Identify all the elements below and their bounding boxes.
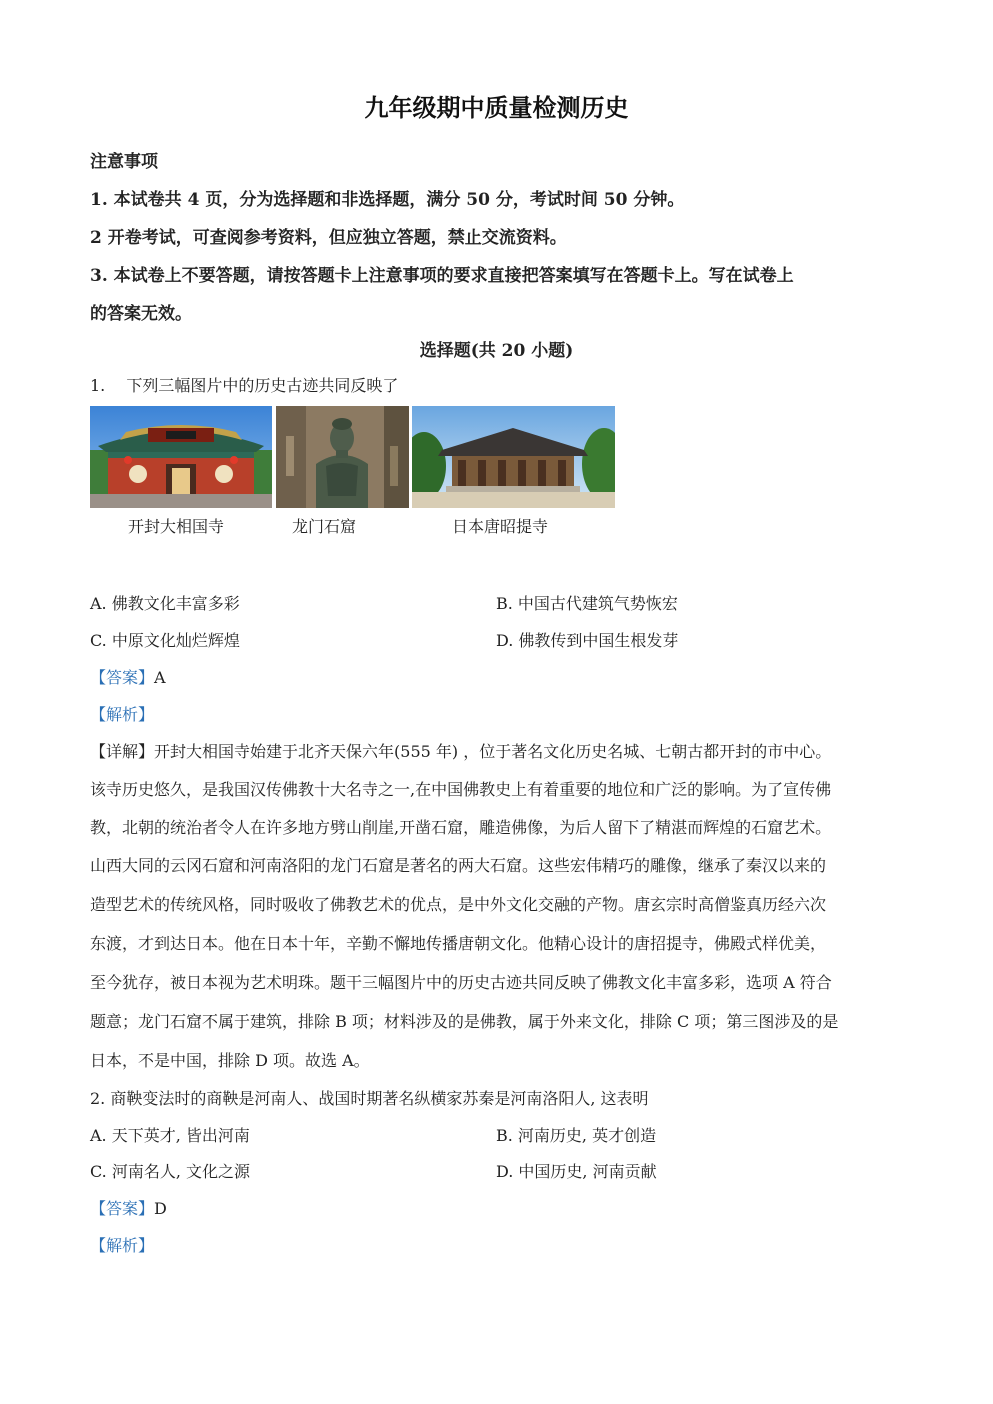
question-2-stem: 2. 商鞅变法时的商鞅是河南人、战国时期著名纵横家苏秦是河南洛阳人, 这表明 [90,1089,649,1108]
answer-label: 【答案】 [90,1199,155,1218]
q2-answer [90,1196,167,1219]
q1-option-b: B. 中国古代建筑气势恢宏 [496,594,678,613]
caption-longmen: 龙门石窟 [292,517,357,536]
notice-item-3: 3. 本试卷上不要答题，请按答题卡上注意事项的要求直接把答案填写在答题卡上。写在试卷上 [90,266,794,286]
q1-detail-line-8: 题意；龙门石窟不属于建筑，排除 B 项；材料涉及的是佛教，属于外来文化，排除 C 项；第三图涉及的是 [90,1012,839,1031]
answer-label: 【答案】 [90,668,155,687]
q1-detail-line-7: 至今犹存，被日本视为艺术明珠。题干三幅图片中的历史古迹共同反映了佛教文化丰富多彩，选项 A 符合 [90,973,832,992]
detail-text: 开封大相国寺始建于北齐天保六年(555 年) ，位于著名文化历史名城、七朝古都开封的市中心。 [154,742,832,761]
caption-daxiangguo: 开封大相国寺 [128,517,225,536]
q2-analysis [90,1233,154,1256]
page-title: 九年级期中质量检测历史 [364,93,629,122]
q1-answer [90,665,166,688]
answer-value: A [154,668,166,687]
q1-analysis [90,702,154,725]
analysis-label: 【解析】 [90,1236,155,1255]
q2-option-b: B. 河南历史, 英才创造 [496,1126,657,1145]
q2-option-c: C. 河南名人, 文化之源 [90,1162,251,1181]
notice-item-1: 1. 本试卷共 4 页，分为选择题和非选择题，满分 50 分，考试时间 50 分钟。 [90,190,685,210]
detail-label: 【详解】 [90,742,155,761]
photo-daxiangguo-temple [90,406,272,508]
photo-toshodai-ji [412,406,615,508]
notice-heading: 注意事项 [90,152,158,172]
photo-longmen-grottoes [276,406,409,508]
q2-option-d: D. 中国历史, 河南贡献 [496,1162,657,1181]
q1-detail-line-6: 东渡，才到达日本。他在日本十年，辛勤不懈地传播唐朝文化。他精心设计的唐招提寺，佛殿式样优美， [90,934,827,953]
q1-detail-line-2: 该寺历史悠久，是我国汉传佛教十大名寺之一,在中国佛教史上有着重要的地位和广泛的影响。为了宣传佛 [90,780,832,799]
notice-item-2: 2 开卷考试，可查阅参考资料，但应独立答题，禁止交流资料。 [90,228,567,248]
q1-option-c: C. 中原文化灿烂辉煌 [90,631,240,650]
notice-item-3-cont: 的答案无效。 [90,304,192,324]
caption-toshodai: 日本唐昭提寺 [452,517,549,536]
q1-detail-line-9: 日本，不是中国，排除 D 项。故选 A。 [90,1051,370,1070]
q2-option-a: A. 天下英才, 皆出河南 [90,1126,250,1145]
q1-detail-line-3: 教，北朝的统治者令人在许多地方劈山削崖,开凿石窟，雕造佛像，为后人留下了精湛而辉煌的石窟艺术。 [90,818,832,837]
section-title: 选择题(共 20 小题) [419,341,574,361]
q1-detail-line-4: 山西大同的云冈石窟和河南洛阳的龙门石窟是著名的两大石窟。这些宏伟精巧的雕像，继承了秦汉以来的 [90,856,827,875]
question-1-stem: 1. 下列三幅图片中的历史古迹共同反映了 [90,376,399,395]
answer-value: D [154,1199,167,1218]
analysis-label: 【解析】 [90,705,155,724]
q1-detail-line-5: 造型艺术的传统风格，同时吸收了佛教艺术的优点，是中外文化交融的产物。唐玄宗时高僧鉴真历经六次 [90,895,827,914]
q1-option-a: A. 佛教文化丰富多彩 [90,594,240,613]
q1-detail-line-1 [90,739,831,762]
q1-option-d: D. 佛教传到中国生根发芽 [496,631,679,650]
